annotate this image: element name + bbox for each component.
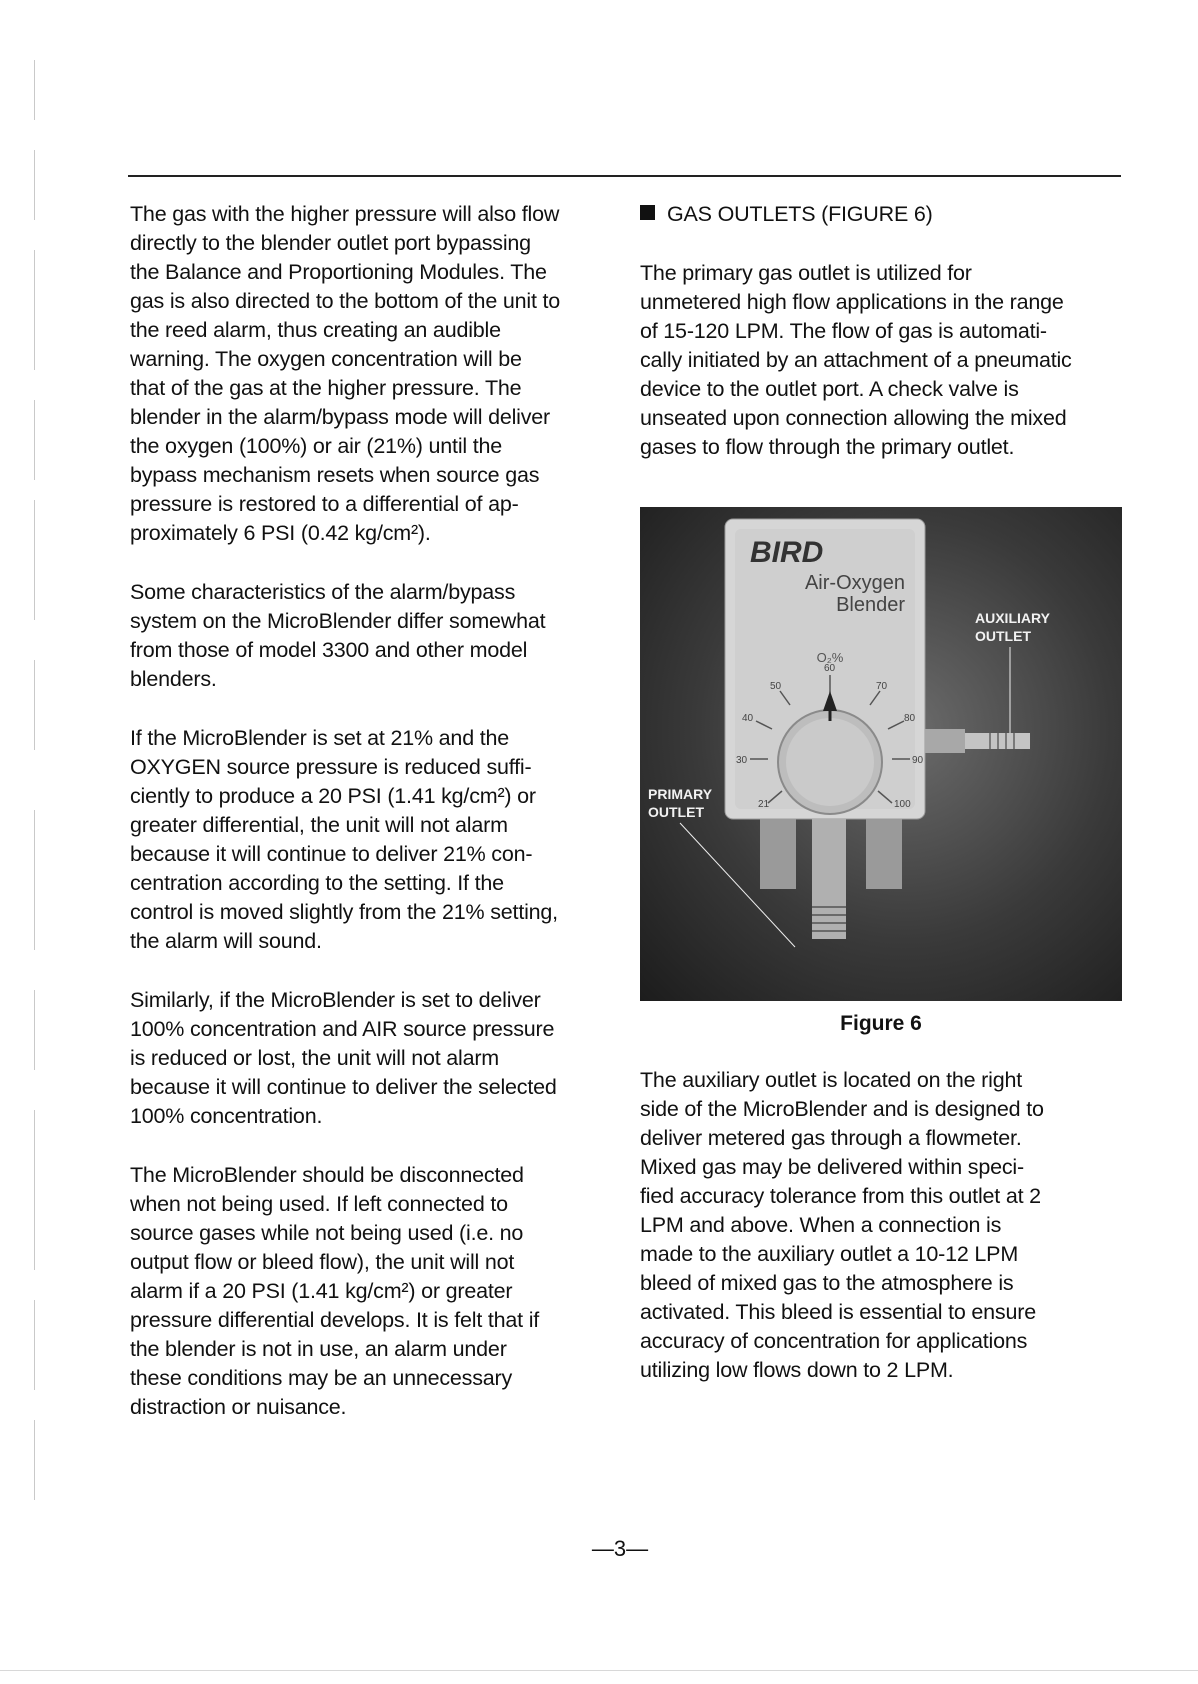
header-rule bbox=[128, 175, 1121, 177]
paragraph: The MicroBlender should be disconnected when not being used. If left connected to source gases while not being used (i.e. no output flow or bleed flow), the unit will not alarm if a 20 PSI (1.41 kg/cm²) or greater pressure differential develops. It is felt that if the blender is not in use, an alarm under these conditions may be an unnecessary distraction or nuisance. bbox=[130, 1163, 540, 1419]
dial-tick-label: 40 bbox=[742, 713, 754, 724]
right-column-bottom bbox=[640, 1066, 1130, 1415]
dial-tick-label: 60 bbox=[824, 663, 836, 674]
blender-illustration bbox=[640, 507, 1122, 1001]
paragraph: The gas with the higher pressure will also flow directly to the blender outlet port bypassing the Balance and Proportioning Modules. The gas is also directed to the bottom of the unit to the reed alarm, thus creating an audible warning. The oxygen concentration will be that of the gas at the higher pressure. The blender in the alarm/bypass mode will deliver the oxygen (100%) or air (21%) until the bypass mechanism resets when source gas pressure is restored to a differential of ap- proximately 6 PSI (0.42 kg/cm²). bbox=[130, 202, 561, 545]
paragraph: The auxiliary outlet is located on the right side of the MicroBlender and is designed to deliver metered gas through a flowmeter. Mixed gas may be delivered within speci- fied accuracy tolerance from this outlet at 2 LPM and above. When a connection is made to the auxiliary outlet a 10-12 LPM bleed of mixed gas to the atmosphere is activated. This bleed is essential to ensure accuracy of concentration for applications utilizing low flows down to 2 LPM. bbox=[640, 1068, 1044, 1382]
auxiliary-outlet-label: AUXILIARY bbox=[975, 610, 1050, 626]
page-number: —3— bbox=[591, 1536, 649, 1561]
section-heading bbox=[640, 200, 1130, 229]
brand-logo: BIRD bbox=[750, 536, 824, 569]
right-column-top bbox=[640, 200, 1130, 492]
dial-tick-label: 70 bbox=[876, 681, 888, 692]
figure-caption: Figure 6 bbox=[840, 1012, 922, 1035]
paragraph: If the MicroBlender is set at 21% and the OXYGEN source pressure is reduced suffi- ciently to produce a 20 PSI (1.41 kg/cm²) or greater differential, the unit will not alarm because it will continue to deliver 21% con- centration according to the setting. If the control is moved slightly from the 21% setting, the alarm will sound. bbox=[130, 726, 558, 953]
paragraph: Similarly, if the MicroBlender is set to deliver 100% concentration and AIR source pressure is reduced or lost, the unit will not alarm because it will continue to deliver the selected 100% concentration. bbox=[130, 988, 557, 1128]
dial-tick-label: 21 bbox=[758, 799, 770, 810]
figure-photo bbox=[640, 507, 1122, 1001]
binding-margin-marks bbox=[34, 60, 48, 1500]
primary-outlet-label: PRIMARY bbox=[648, 786, 713, 802]
section-heading-text: GAS OUTLETS (FIGURE 6) bbox=[667, 202, 933, 226]
square-bullet-icon bbox=[640, 205, 655, 220]
page-bottom-edge bbox=[0, 1670, 1198, 1671]
dial-unit-label: O₂% bbox=[816, 650, 844, 665]
device-name-line2: Blender bbox=[836, 594, 905, 616]
dial-tick-label: 50 bbox=[770, 681, 782, 692]
paragraph: The primary gas outlet is utilized for unmetered high flow applications in the range of 15-120 LPM. The flow of gas is automati- cally initiated by an attachment of a pneumatic device to the outlet port. A check valve is unseated upon connection allowing the mixed gases to flow through the primary outlet. bbox=[640, 261, 1072, 459]
dial-tick-label: 100 bbox=[894, 799, 911, 810]
auxiliary-outlet-label: OUTLET bbox=[975, 628, 1031, 644]
device-name-line1: Air-Oxygen bbox=[804, 572, 905, 594]
dial-tick-label: 80 bbox=[904, 713, 916, 724]
dial-tick-label: 90 bbox=[912, 755, 924, 766]
primary-outlet-label: OUTLET bbox=[648, 804, 704, 820]
dial-tick-label: 30 bbox=[736, 755, 748, 766]
left-column bbox=[130, 200, 612, 1452]
paragraph: Some characteristics of the alarm/bypass system on the MicroBlender differ somewhat from those of model 3300 and other model blenders. bbox=[130, 580, 546, 691]
